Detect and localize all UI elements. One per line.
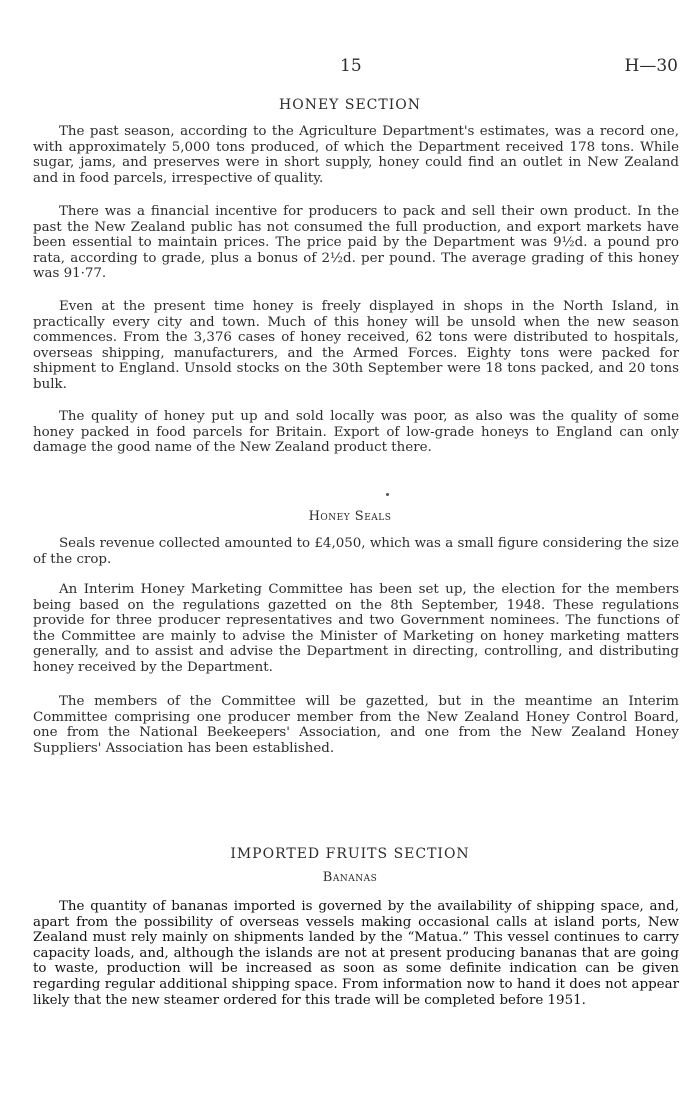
page-header — [0, 56, 700, 80]
honey-seals-heading: Honey Seals — [308, 509, 392, 524]
imported-fruits-heading: IMPORTED FRUITS SECTION — [230, 846, 470, 862]
honey-paragraph-3: Even at the present time honey is freely displayed in shops in the North Island, in practically every city and town. Much of this honey will be unsold when the new season commences. From the 3,376 cases of honey received, 62 tons were distributed to hospitals, overseas shipping, manufacturers, and the Armed Forces. Eighty tons were packed for shipment to England. Unsold stocks on the 30th September were 18 tons packed, and 20 tons bulk. — [33, 299, 679, 392]
stray-mark — [386, 493, 389, 496]
page-number: 15 — [340, 56, 362, 76]
document-reference: H—30 — [624, 56, 678, 76]
honey-paragraph-1: The past season, according to the Agriculture Department's estimates, was a record one, with approximately 5,000 tons produced, of which the Department received 178 tons. While sugar, jams, and preserves were in short supply, honey could find an outlet in New Zealand and in food parcels, irrespective of quality. — [33, 124, 679, 186]
honey-paragraph-2: There was a financial incentive for producers to pack and sell their own product. In the past the New Zealand public has not consumed the full production, and export markets have been essential to maintain prices. The price paid by the Department was 9½d. a pound pro rata, according to grade, plus a bonus of 2½d. per pound. The average grading of this honey was 91·77. — [33, 204, 679, 282]
bananas-paragraph: The quantity of bananas imported is governed by the availability of shipping space, and, apart from the possibility of overseas vessels making occasional calls at island ports, New Zealand must rely mainly on shipments landed by the “Matua.” This vessel continues to carry capacity loads, and, although the islands are not at present producing bananas that are going to waste, production will be increased as soon as some definite indication can be given regarding regular additional shipping space. From information now to hand it does not appear likely that the new steamer ordered for this trade will be completed before 1951. — [33, 899, 679, 1008]
bananas-subheading: Bananas — [322, 870, 378, 885]
honey-section-heading: HONEY SECTION — [279, 97, 421, 113]
seals-paragraph-2: An Interim Honey Marketing Committee has been set up, the election for the members being based on the regulations gazetted on the 8th September, 1948. These regulations provide for three producer representatives and two Government nominees. The functions of the Committee are mainly to advise the Minister of Marketing on honey marketing matters generally, and to assist and advise the Department in directing, controlling, and distributing honey received by the Department. — [33, 582, 679, 675]
seals-paragraph-1: Seals revenue collected amounted to £4,050, which was a small figure considering the size of the crop. — [33, 536, 679, 567]
honey-paragraph-4: The quality of honey put up and sold locally was poor, as also was the quality of some honey packed in food parcels for Britain. Export of low-grade honeys to England can only damage the good name of the New Zealand product there. — [33, 409, 679, 456]
seals-paragraph-3: The members of the Committee will be gazetted, but in the meantime an Interim Committee comprising one producer member from the New Zealand Honey Control Board, one from the National Beekeepers' Association, and one from the New Zealand Honey Suppliers' Association has been established. — [33, 694, 679, 756]
